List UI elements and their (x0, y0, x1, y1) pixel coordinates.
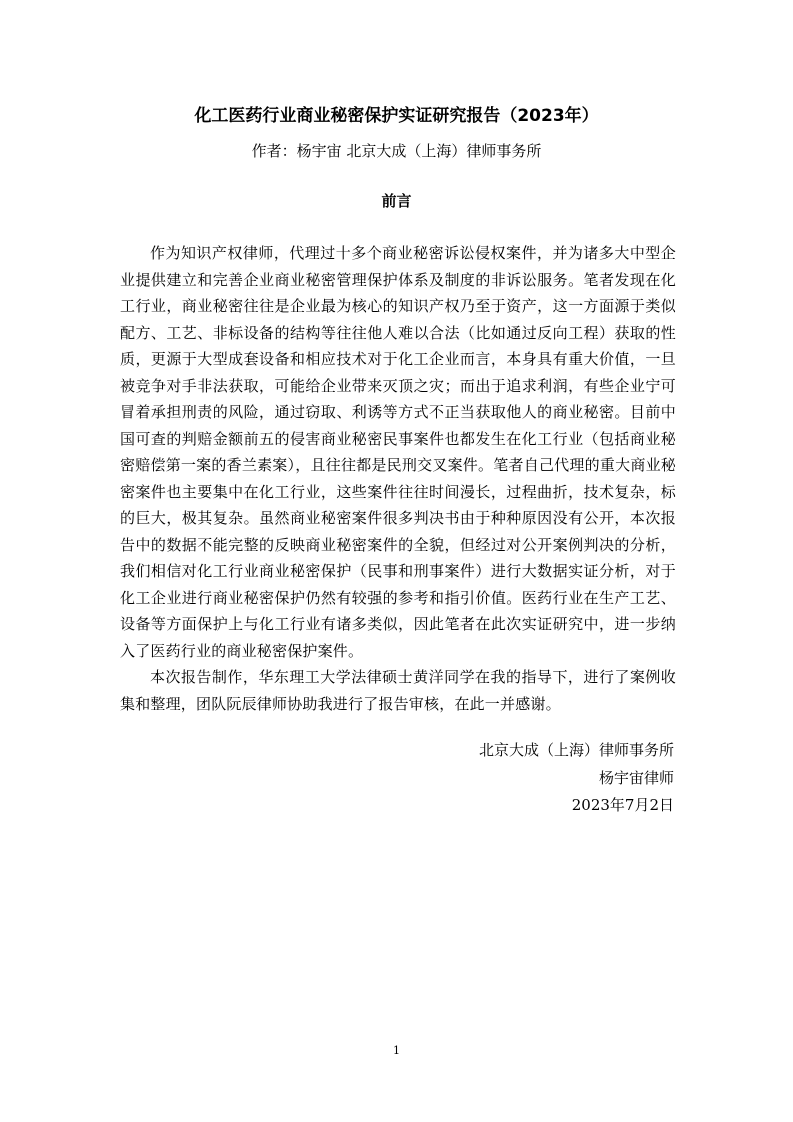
signature-date: 2023年7月2日 (571, 796, 674, 814)
signature-lawyer: 杨宇宙律师 (598, 768, 674, 787)
signature-firm: 北京大成（上海）律师事务所 (478, 741, 674, 759)
report-title: 化工医药行业商业秘密保护实证研究报告（2023年） (194, 106, 599, 126)
author-line: 作者：杨宇宙 北京大成（上海）律师事务所 (251, 142, 542, 160)
preface-paragraph-1: 作为知识产权律师，代理过十多个商业秘密诉讼侵权案件，并为诸多大中型企业提供建立和完善企业商业秘密管理保护体系及制度的非诉讼服务。笔者发现在化工行业，商业秘密往往是企业最为核心的知识产权乃至于资产，这一方面源于类似配方、工艺、非标设备的结构等往往他人难以合法（比如通过反向工程）获取的性质，更源于大型成套设备和相应技术对于化工企业而言，本身具有重大价值，一旦被竞争对手非法获取，可能给企业带来灭顶之灾；而出于追求利润，有些企业宁可冒着承担刑责的风险，通过窃取、利诱等方式不正当获取他人的商业秘密。目前中国可查的判赔金额前五的侵害商业秘密民事案件也都发生在化工行业（包括商业秘密赔偿第一案的香兰素案），且往往都是民刑交叉案件。笔者自己代理的重大商业秘密案件也主要集中在化工行业，这些案件往往时间漫长，过程曲折，技术复杂，标的巨大，极其复杂。虽然商业秘密案件很多判决书由于种种原因没有公开，本次报告中的数据不能完整的反映商业秘密案件的全貌，但经过对公开案例判决的分析，我们相信对化工行业商业秘密保护（民事和刑事案件）进行大数据实证分析，对于化工企业进行商业秘密保护仍然有较强的参考和指引价值。医药行业在生产工艺、设备等方面保护上与化工行业有诸多类似，因此笔者在此次实证研究中，进一步纳入了医药行业的商业秘密保护案件。 (120, 244, 676, 660)
signature-block (479, 737, 674, 820)
preface-paragraph-2: 本次报告制作，华东理工大学法律硕士黄洋同学在我的指导下，进行了案例收集和整理，团队阮辰律师协助我进行了报告审核，在此一并感谢。 (120, 668, 676, 713)
preface-body (120, 240, 676, 717)
section-heading-preface: 前言 (381, 192, 412, 210)
page-number: 1 (393, 1044, 400, 1057)
